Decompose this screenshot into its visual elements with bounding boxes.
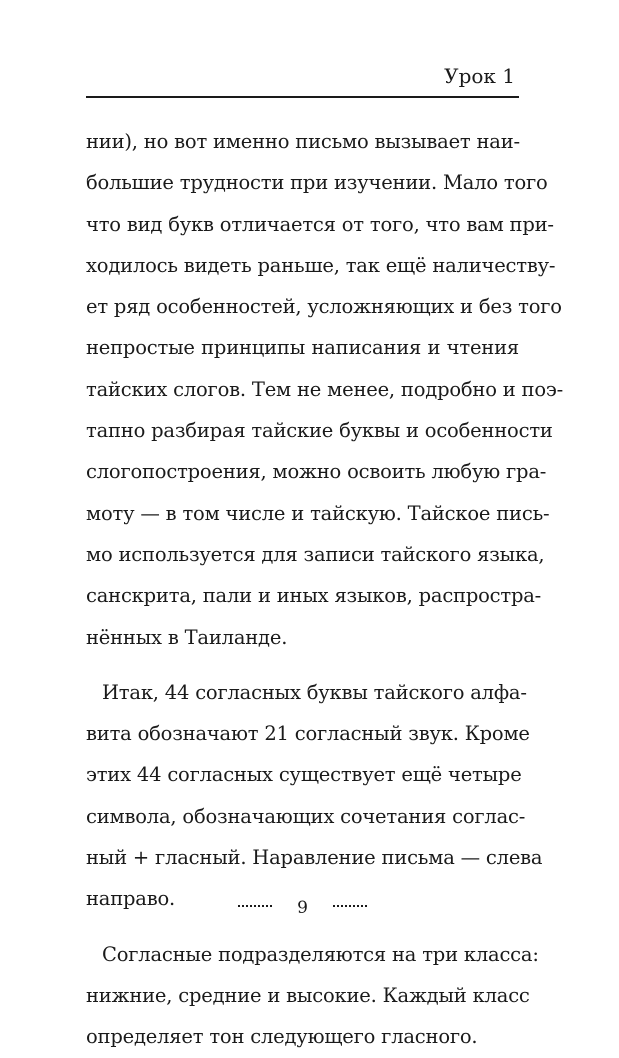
paragraph — [86, 934, 539, 1058]
text-line: нижние, средние и высокие. Каждый класс — [86, 983, 530, 1007]
text-line: моту — в том числе и тайскую. Тайское пись- — [86, 501, 550, 525]
text-line: ходилось видеть раньше, так ещё наличеству- — [86, 253, 556, 277]
text-line: мо используется для записи тайского языка, — [86, 542, 545, 566]
text-line: Согласные подразделяются на три класса: — [102, 942, 539, 966]
text-line: тапно разбирая тайские буквы и особенности — [86, 419, 553, 443]
running-header — [86, 62, 519, 98]
text-line: что вид букв отличается от того, что вам при- — [86, 212, 554, 236]
paragraph — [86, 121, 564, 658]
text-line: нённых в Таиланде. — [86, 625, 288, 649]
text-line: нии), но вот именно письмо вызывает наи- — [86, 130, 520, 153]
paragraph-gap — [86, 658, 519, 672]
text-line: тайских слогов. Тем не менее, подробно и поэ- — [86, 377, 564, 401]
text-line: ный + гласный. Наравление письма — слева — [86, 846, 543, 870]
page-footer — [86, 898, 519, 922]
text-line: ет ряд особенностей, усложняющих и без того — [86, 295, 562, 319]
text-line: Итак, 44 согласных буквы тайского алфа- — [102, 680, 527, 704]
text-line: определяет тон следующего гласного. — [86, 1025, 478, 1049]
page-number: 9 — [297, 898, 308, 918]
text-line: символа, обозначающих сочетания соглас- — [86, 804, 526, 828]
text-line: санскрита, пали и иных языков, распростра- — [86, 584, 542, 608]
text-line: направо. — [86, 887, 176, 911]
footer-dots-left — [238, 905, 272, 907]
text-line: непростые принципы написания и чтения — [86, 336, 519, 360]
text-line: вита обозначают 21 согласный звук. Кроме — [86, 722, 530, 746]
text-line: слогопостроения, можно освоить любую гра- — [86, 460, 547, 484]
paragraph — [86, 672, 543, 920]
footer-dots-right — [333, 905, 367, 907]
text-line: этих 44 согласных существует ещё четыре — [86, 763, 522, 787]
text-line: большие трудности при изучении. Мало того — [86, 171, 548, 195]
running-title: Урок 1 — [444, 64, 515, 88]
